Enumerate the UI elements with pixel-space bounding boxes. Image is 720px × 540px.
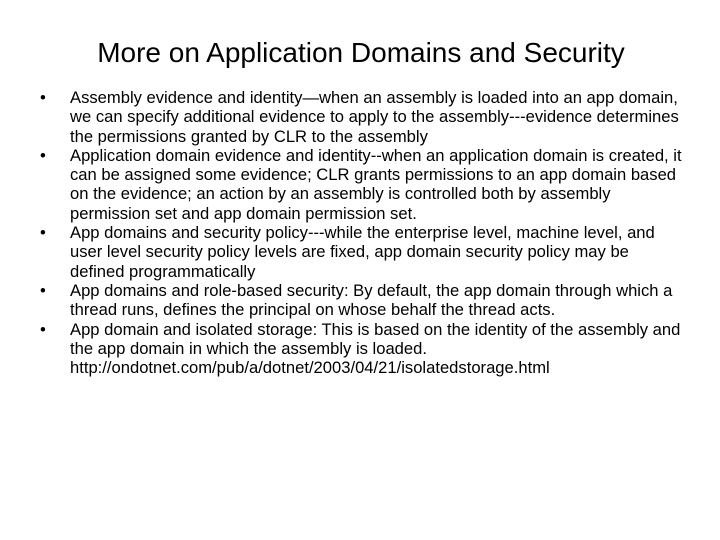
bullet-item-1: [40, 88, 686, 146]
bullet-dot-icon: •: [40, 88, 46, 107]
bullet-dot-icon: •: [40, 319, 46, 339]
bullet-dot-icon: •: [40, 145, 46, 165]
bullet-text-1: Assembly evidence and identity—when an assembly is loaded into an app domain, we can specify additional evidence to apply to the assembly---evidence determines the permissions granted by CLR to the assembly: [70, 88, 679, 146]
bullet-item-3: [40, 223, 686, 281]
bullet-item-5: [40, 320, 686, 378]
bullet-text-4: App domains and role-based security: By default, the app domain through which a thread runs, defines the principal on whose behalf the thread acts.: [70, 280, 673, 320]
slide-title: More on Application Domains and Security: [97, 37, 625, 68]
bullet-item-2: [40, 146, 686, 223]
bullet-dot-icon: •: [40, 223, 46, 243]
bullet-item-4: [40, 281, 686, 320]
bullet-list: [40, 88, 686, 377]
bullet-dot-icon: •: [40, 280, 46, 300]
bullet-text-2: Application domain evidence and identity--when an application domain is created, it can be assigned some evidence; CLR grants permissions to an app domain based on the evidence; an action by an assembly is controlled both by assembly permission set and app domain permission set.: [70, 145, 682, 223]
bullet-text-5: App domain and isolated storage: This is based on the identity of the assembly and the app domain in which the assembly is loaded. http://ondotnet.com/pub/a/dotnet/2003/04/21/isolatedstorage.html: [70, 319, 681, 378]
bullet-text-3: App domains and security policy---while the enterprise level, machine level, and user level security policy levels are fixed, app domain security policy may be defined programmatically: [70, 223, 655, 281]
